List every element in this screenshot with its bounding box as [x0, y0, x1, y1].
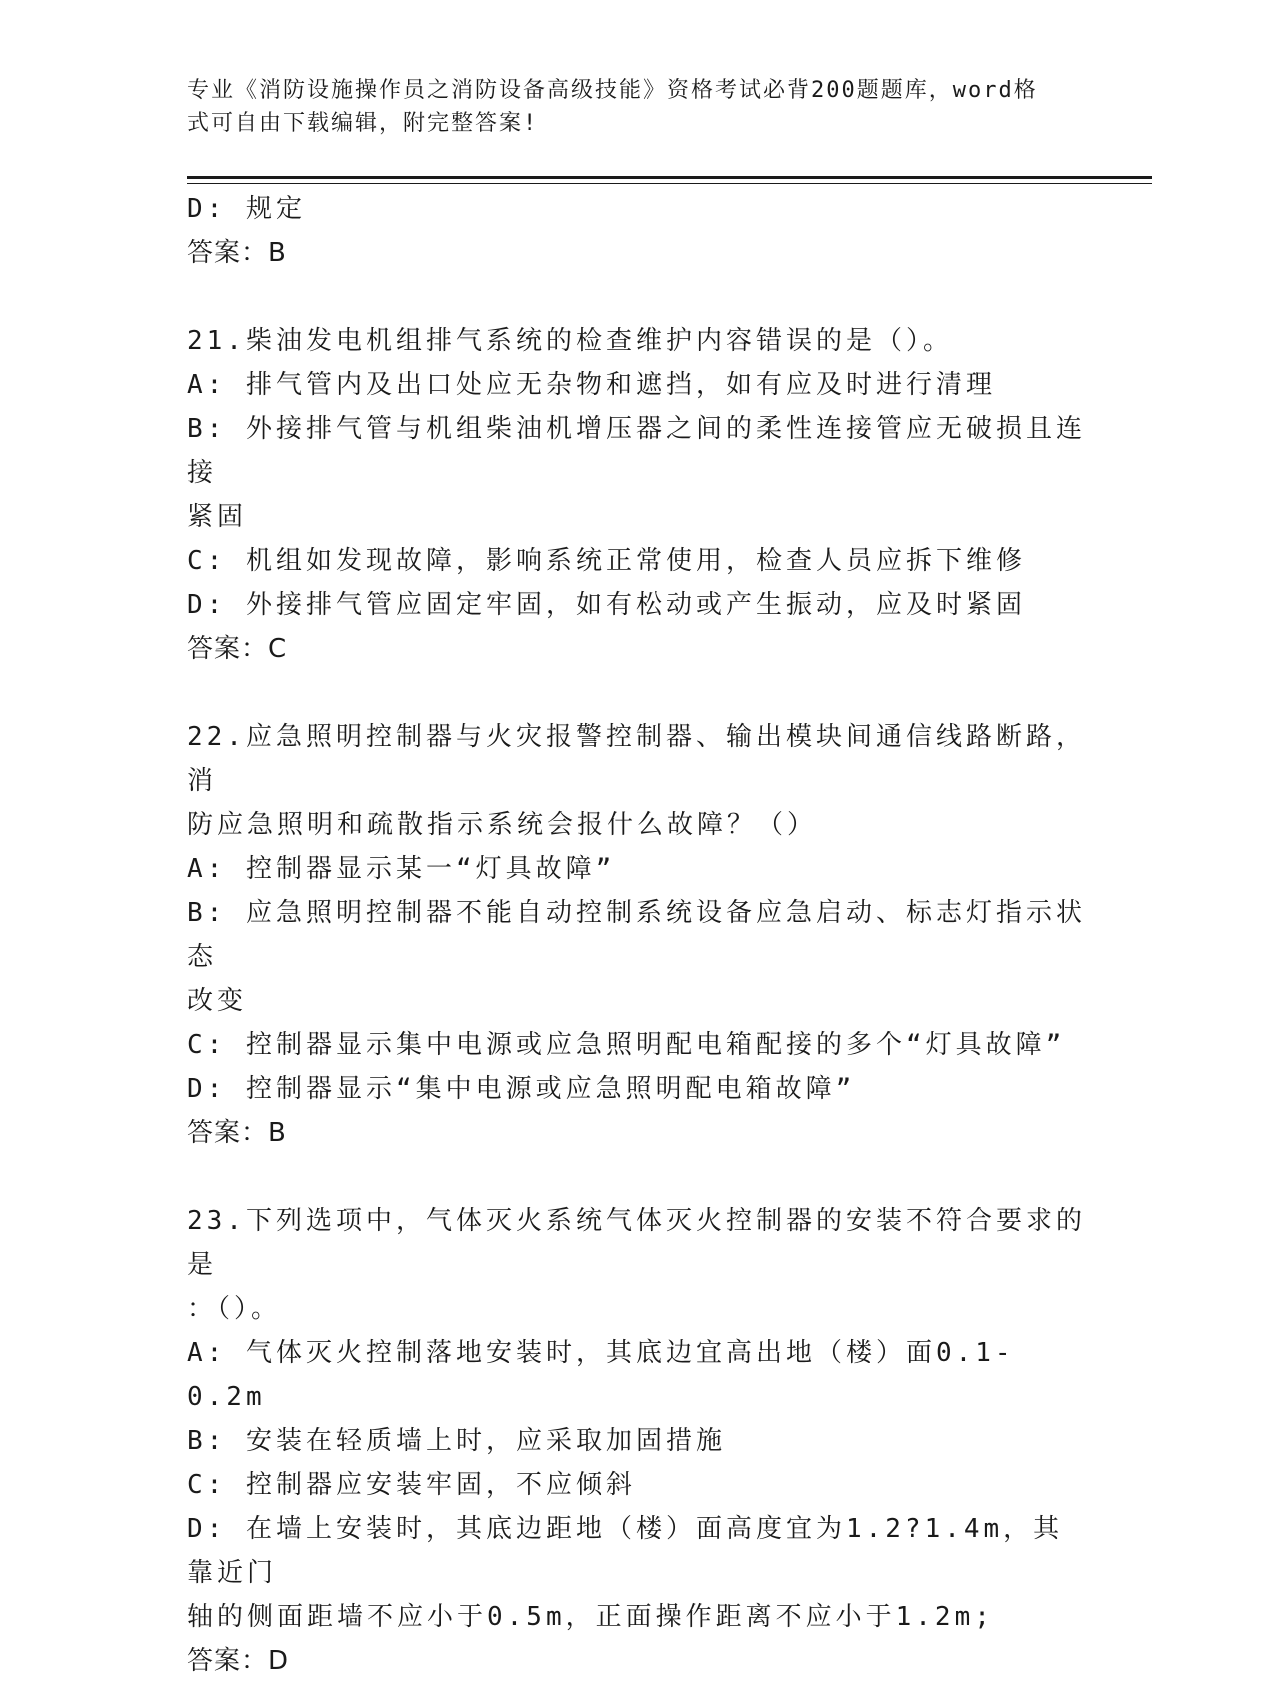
question-23: [187, 1199, 1087, 1683]
option-b: B: 应急照明控制器不能自动控制系统设备应急启动、标志灯指示状态: [187, 898, 1086, 972]
option-d-cont: 轴的侧面距墙不应小于0.5m，正面操作距离不应小于1.2m;: [187, 1602, 994, 1632]
option-a: A: 排气管内及出口处应无杂物和遮挡，如有应及时进行清理: [187, 370, 996, 400]
option-b: B: 外接排气管与机组柴油机增压器之间的柔性连接管应无破损且连接: [187, 414, 1086, 488]
option-a: A: 气体灭火控制落地安装时，其底边宜高出地（楼）面0.1-0.2m: [187, 1338, 1015, 1412]
question-text-cont: 防应急照明和疏散指示系统会报什么故障？（）: [187, 810, 818, 840]
option-d: D: 规定: [187, 194, 306, 224]
header-line-2: 式可自由下载编辑，附完整答案!: [187, 111, 539, 136]
option-b-cont: 紧固: [187, 502, 248, 532]
answer: 答案：B: [187, 1118, 287, 1148]
option-c: C: 控制器显示集中电源或应急照明配电箱配接的多个“灯具故障”: [187, 1030, 1066, 1060]
option-d: D: 外接排气管应固定牢固，如有松动或产生振动，应及时紧固: [187, 590, 1026, 620]
question-22: [187, 715, 1087, 1155]
header-rule-thick: [187, 176, 1152, 179]
answer: 答案：B: [187, 238, 287, 268]
question-text-cont: ：（）。: [187, 1294, 282, 1324]
option-a: A: 控制器显示某一“灯具故障”: [187, 854, 616, 884]
answer: 答案：C: [187, 634, 288, 664]
spacer: [187, 275, 1087, 319]
spacer: [187, 671, 1087, 715]
document-header: [187, 74, 1087, 140]
question-21: [187, 319, 1087, 671]
option-b-cont: 改变: [187, 986, 248, 1016]
question-text: 21.柴油发电机组排气系统的检查维护内容错误的是（）。: [187, 326, 953, 356]
option-b: B: 安装在轻质墙上时，应采取加固措施: [187, 1426, 726, 1456]
header-line-1: 专业《消防设施操作员之消防设备高级技能》资格考试必背200题题库，word格: [187, 78, 1038, 103]
document-body: [187, 187, 1087, 1683]
question-text: 22.应急照明控制器与火灾报警控制器、输出模块间通信线路断路，消: [187, 722, 1086, 796]
option-c: C: 机组如发现故障，影响系统正常使用，检查人员应拆下维修: [187, 546, 1026, 576]
prev-question-block: [187, 187, 1087, 275]
spacer: [187, 1155, 1087, 1199]
question-text: 23.下列选项中，气体灭火系统气体灭火控制器的安装不符合要求的是: [187, 1206, 1086, 1280]
header-rule-thin: [187, 183, 1152, 184]
option-c: C: 控制器应安装牢固，不应倾斜: [187, 1470, 636, 1500]
option-d: D: 在墙上安装时，其底边距地（楼）面高度宜为1.2?1.4m，其靠近门: [187, 1514, 1064, 1588]
option-d: D: 控制器显示“集中电源或应急照明配电箱故障”: [187, 1074, 856, 1104]
answer: 答案：D: [187, 1646, 290, 1676]
